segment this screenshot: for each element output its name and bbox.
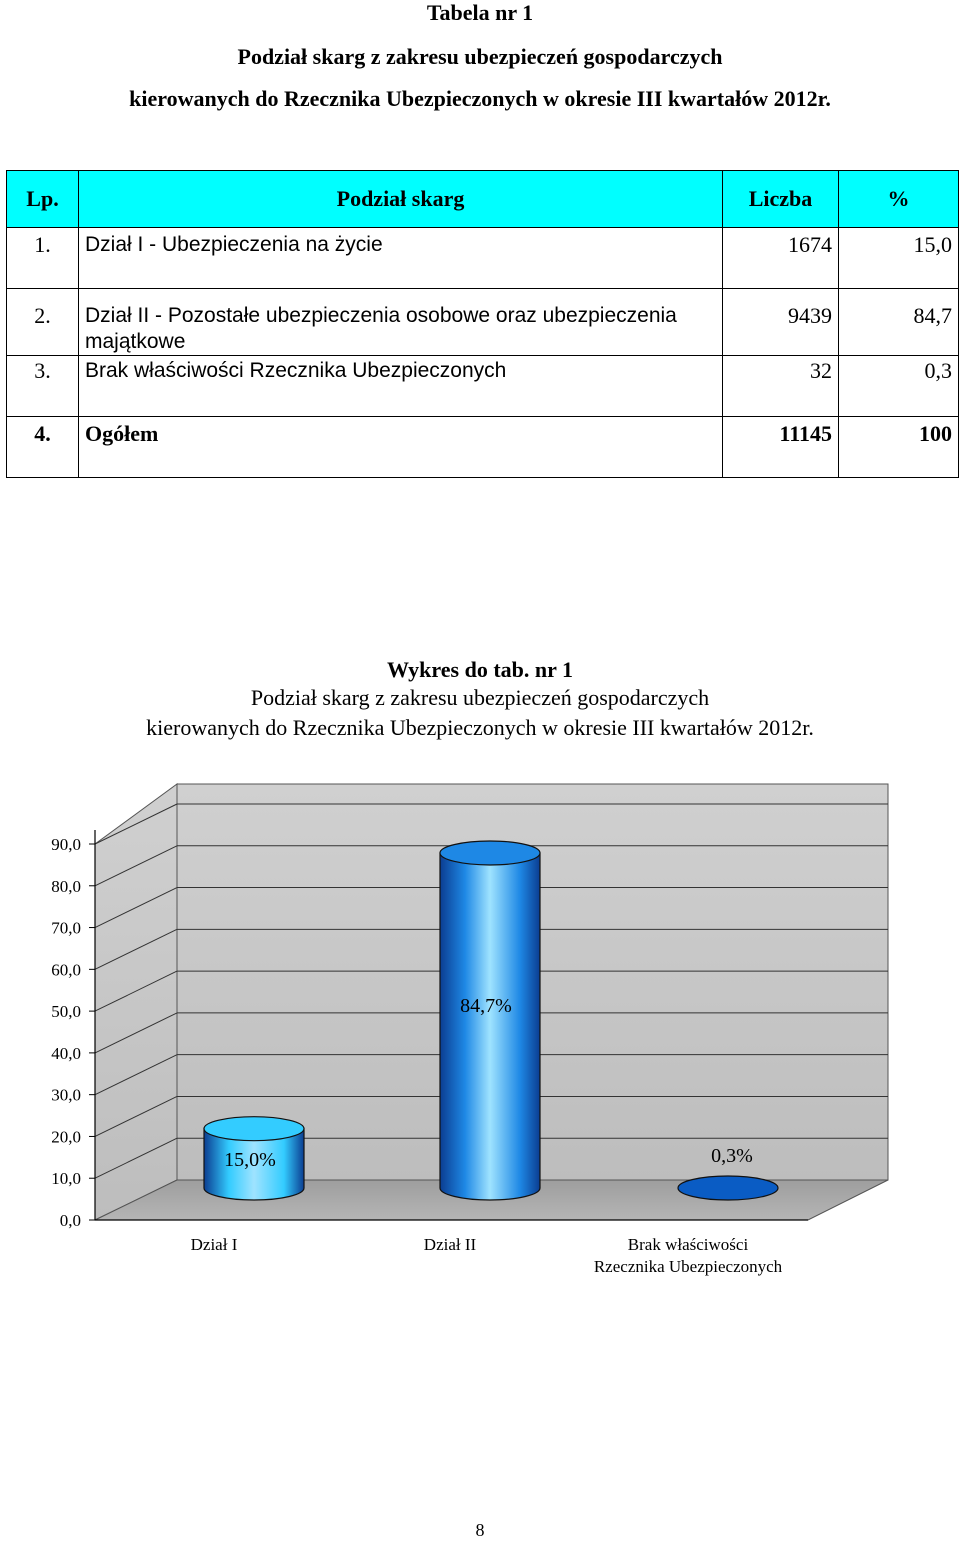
y-tick-label: 10,0 (51, 1169, 81, 1189)
table-label: Tabela nr 1 (426, 0, 534, 25)
cell-lp: 4. (7, 417, 79, 478)
table-row (7, 289, 959, 356)
y-tick-label: 90,0 (51, 835, 81, 854)
col-header-category: Podział skarg (79, 171, 723, 228)
bar-top (678, 1176, 778, 1200)
bar-body (440, 853, 540, 1200)
y-tick-label: 0,0 (59, 1211, 81, 1230)
chart-label: Wykres do tab. nr 1 (386, 657, 573, 682)
data-label: 84,7% (460, 995, 512, 1017)
col-header-percent: % (839, 171, 959, 228)
category-label: Rzecznika Ubezpieczonych (593, 1257, 783, 1276)
table-subtitle-line1: Podział skarg z zakresu ubezpieczeń gospodarczych (237, 44, 723, 69)
col-header-count: Liczba (723, 171, 839, 228)
cell-count: 32 (723, 356, 839, 417)
bar-top (204, 1117, 304, 1141)
chart-subtitle-line2: kierowanych do Rzecznika Ubezpieczonych w okresie III kwartałów 2012r. (146, 715, 814, 740)
cell-count: 9439 (723, 289, 839, 356)
y-tick-label: 60,0 (51, 960, 81, 980)
table-subtitle-line2: kierowanych do Rzecznika Ubezpieczonych w okresie III kwartałów 2012r. (129, 86, 831, 111)
y-tick-label: 20,0 (51, 1127, 81, 1147)
y-tick-label: 80,0 (51, 876, 81, 896)
cell-percent: 100 (839, 417, 959, 478)
complaints-table (6, 170, 959, 478)
cell-category: Brak właściwości Rzecznika Ubezpieczonych (79, 356, 723, 417)
cell-lp: 1. (7, 228, 79, 289)
y-tick-label: 40,0 (51, 1043, 81, 1063)
cell-lp: 2. (7, 289, 79, 356)
complaints-chart (0, 760, 960, 1300)
page-number: 8 (475, 1520, 485, 1540)
col-header-lp: Lp. (7, 171, 79, 228)
table-total-row (7, 417, 959, 478)
chart-subtitle-line1: Podział skarg z zakresu ubezpieczeń gospodarczych (250, 685, 710, 710)
cell-count: 11145 (723, 417, 839, 478)
data-label: 0,3% (711, 1145, 753, 1167)
category-label: Brak właściwości (627, 1235, 749, 1254)
chart-side-wall (95, 784, 177, 1220)
cell-percent: 15,0 (839, 228, 959, 289)
cell-percent: 84,7 (839, 289, 959, 356)
table-row (7, 228, 959, 289)
bar-top (440, 841, 540, 865)
cell-category: Dział I - Ubezpieczenia na życie (79, 228, 723, 289)
y-tick-label: 50,0 (51, 1002, 81, 1022)
category-label: Dział II (423, 1235, 477, 1254)
cell-category: Dział II - Pozostałe ubezpieczenia osobowe oraz ubezpieczenia majątkowe (79, 289, 723, 356)
cell-percent: 0,3 (839, 356, 959, 417)
table-header-row (7, 171, 959, 228)
y-tick-label: 30,0 (51, 1085, 81, 1105)
y-tick-label: 70,0 (51, 918, 81, 938)
cell-category: Ogółem (79, 417, 723, 478)
cell-count: 1674 (723, 228, 839, 289)
category-label: Dział I (190, 1235, 238, 1254)
bar (440, 841, 540, 1200)
cell-lp: 3. (7, 356, 79, 417)
table-row (7, 356, 959, 417)
bar (678, 1176, 778, 1200)
data-label: 15,0% (224, 1149, 276, 1171)
